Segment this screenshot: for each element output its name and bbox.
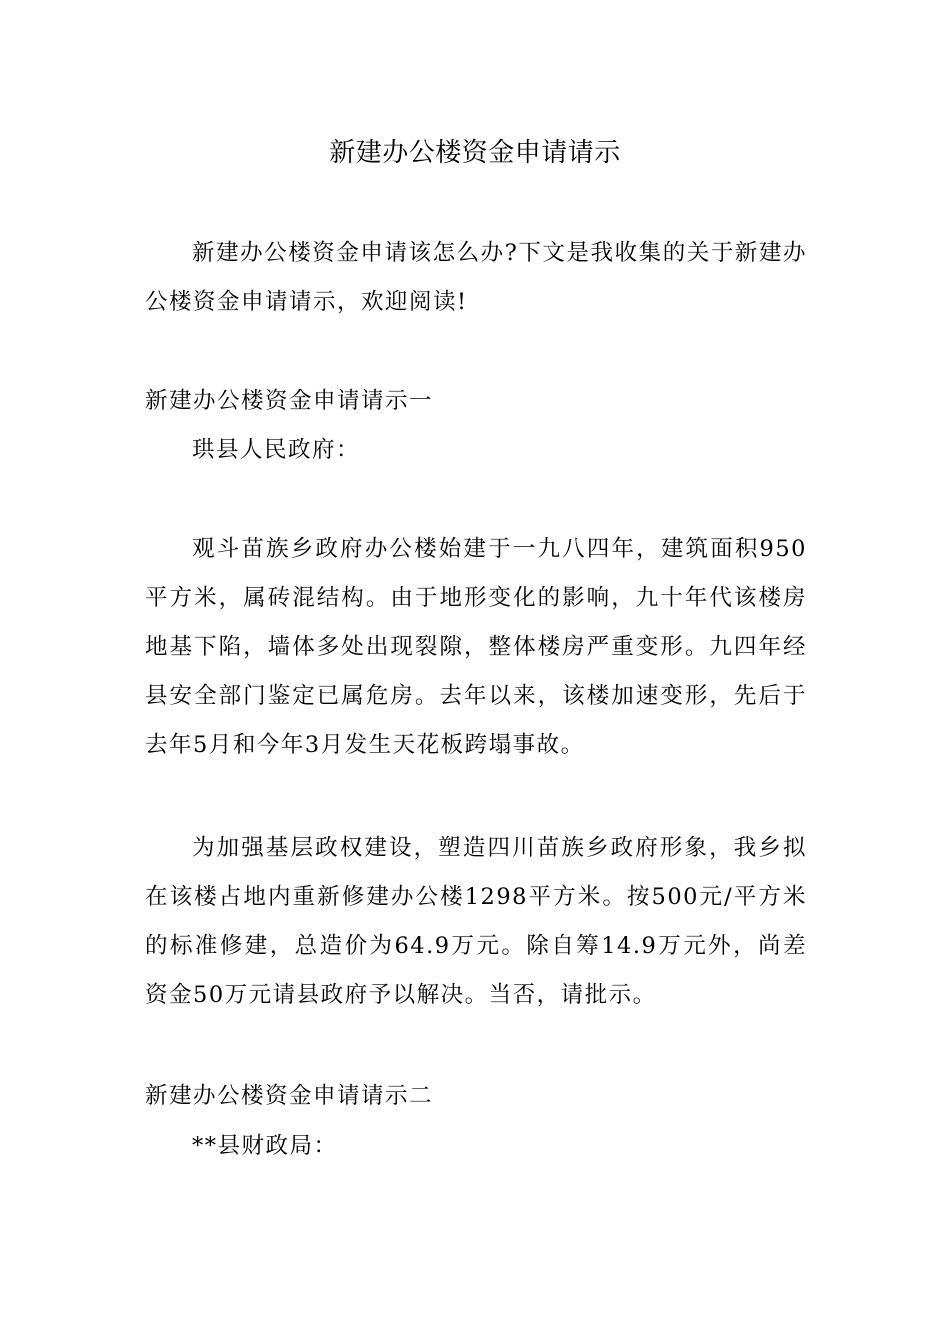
section-two-salutation: **县财政局： xyxy=(192,1133,338,1159)
section-two-heading: 新建办公楼资金申请请示二 xyxy=(145,1083,434,1109)
intro-paragraph: 新建办公楼资金申请该怎么办?下文是我收集的关于新建办公楼资金申请请示，欢迎阅读! xyxy=(145,240,807,315)
document-title: 新建办公楼资金申请请示 xyxy=(329,138,621,168)
section-one-paragraph-1: 观斗苗族乡政府办公楼始建于一九八四年，建筑面积950平方米，属砖混结构。由于地形变化的影响，九十年代该楼房地基下陷，墙体多处出现裂隙，整体楼房严重变形。九四年经县安全部门鉴定已属危房。去年以来，该楼加速变形，先后于去年5月和今年3月发生天花板跨塌事故。 xyxy=(145,536,807,758)
section-one-salutation: 珙县人民政府： xyxy=(192,437,361,463)
section-one-paragraph-2: 为加强基层政权建设，塑造四川苗族乡政府形象，我乡拟在该楼占地内重新修建办公楼1298平方米。按500元/平方米的标准修建，总造价为64.9万元。除自筹14.9万元外，尚差资金50万元请县政府予以解决。当否，请批示。 xyxy=(145,835,807,1008)
section-one-heading: 新建办公楼资金申请请示一 xyxy=(145,388,434,414)
